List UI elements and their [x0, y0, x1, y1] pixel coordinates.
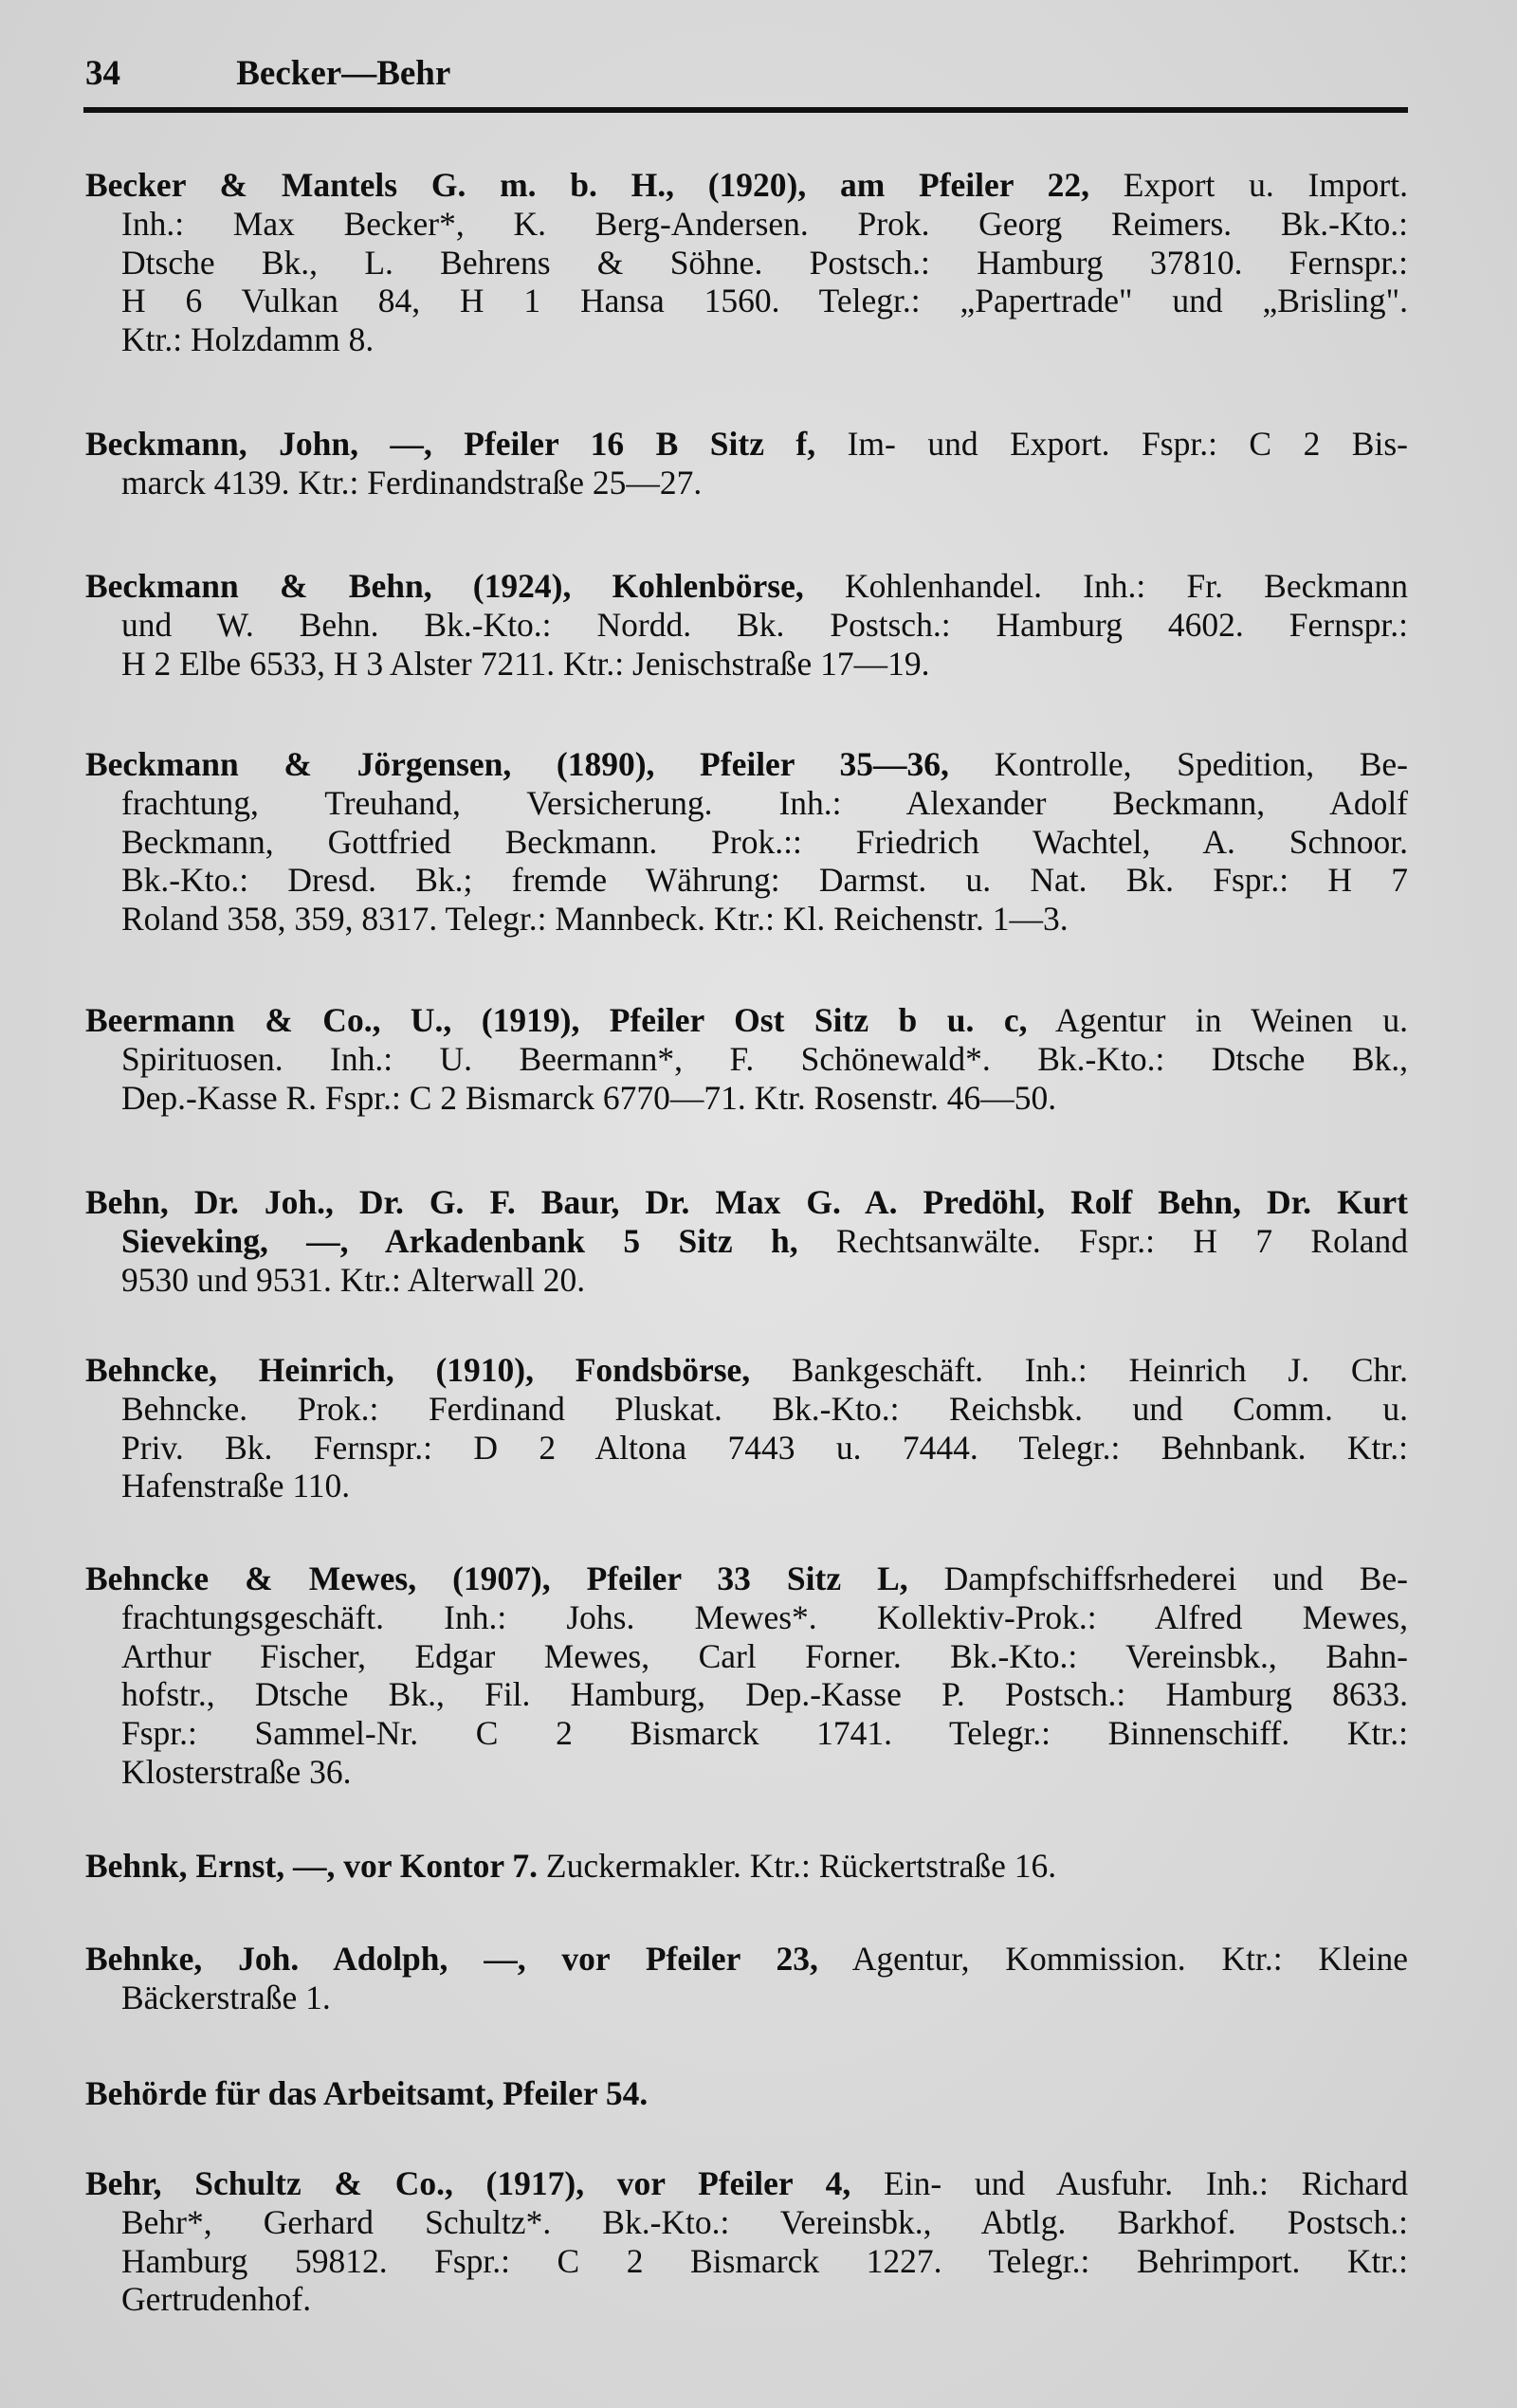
page-number: 34	[85, 54, 120, 93]
entry-text: Klosterstraße 36.	[121, 1752, 352, 1791]
entry-line	[85, 1001, 1408, 1040]
entry-heading: Behn, Dr. Joh., Dr. G. F. Baur, Dr. Max G. A. Predöhl, Rolf Behn, Dr. Kurt	[85, 1183, 1408, 1221]
entry-line	[85, 1560, 1408, 1598]
entry-text: Hafenstraße 110.	[121, 1467, 351, 1505]
entry-line	[85, 1040, 1408, 1079]
entry-heading: Behncke, Heinrich, (1910), Fondsbörse,	[85, 1351, 751, 1389]
directory-entry	[85, 1940, 1408, 2017]
entry-line	[85, 1675, 1408, 1714]
entry-line	[85, 1079, 1408, 1118]
entry-line	[85, 745, 1408, 784]
entry-line	[85, 464, 1408, 502]
entry-heading: Behörde für das Arbeitsamt, Pfeiler 54.	[85, 2074, 649, 2112]
entry-text: Bäckerstraße 1.	[121, 1978, 331, 2016]
entry-text: Spirituosen. Inh.: U. Beermann*, F. Schönewald*. Bk.-Kto.: Dtsche Bk.,	[121, 1039, 1408, 1078]
entry-line	[85, 567, 1408, 606]
entry-text: frachtungsgeschäft. Inh.: Johs. Mewes*. Kollektiv-Prok.: Alfred Mewes,	[121, 1597, 1408, 1636]
entry-line	[85, 606, 1408, 645]
entry-heading: Beermann & Co., U., (1919), Pfeiler Ost Sitz b u. c,	[85, 1001, 1028, 1039]
entry-text: Kohlenhandel. Inh.: Fr. Beckmann	[803, 567, 1408, 605]
directory-entry	[85, 567, 1408, 683]
entry-heading: Behnk, Ernst, —, vor Kontor 7.	[85, 1847, 539, 1885]
entry-line	[85, 1183, 1408, 1222]
directory-entry	[85, 425, 1408, 502]
entry-text: Inh.: Max Becker*, K. Berg-Andersen. Prok. Georg Reimers. Bk.-Kto.:	[121, 204, 1408, 243]
entry-text: hofstr., Dtsche Bk., Fil. Hamburg, Dep.-Kasse P. Postsch.: Hamburg 8633.	[121, 1675, 1408, 1714]
entry-line	[85, 900, 1408, 939]
entry-heading: Becker & Mantels G. m. b. H., (1920), am Pfeiler 22,	[85, 166, 1090, 204]
entry-text: Arthur Fischer, Edgar Mewes, Carl Forner. Bk.-Kto.: Vereinsbk., Bahn-	[121, 1636, 1408, 1675]
entry-text: 9530 und 9531. Ktr.: Alterwall 20.	[121, 1260, 586, 1299]
running-head: Becker—Behr	[236, 54, 451, 93]
entry-text: und W. Behn. Bk.-Kto.: Nordd. Bk. Postsch.: Hamburg 4602. Fernspr.:	[121, 605, 1408, 644]
entry-line	[85, 645, 1408, 684]
entry-line	[85, 1979, 1408, 2017]
entry-text: Bk.-Kto.: Dresd. Bk.; fremde Währung: Darmst. u. Nat. Bk. Fspr.: H 7	[121, 861, 1408, 900]
entry-line	[85, 2280, 1408, 2319]
entry-text: Agentur in Weinen u.	[1027, 1001, 1408, 1039]
entry-line	[85, 205, 1408, 244]
entry-heading: Behr, Schultz & Co., (1917), vor Pfeiler 4,	[85, 2164, 851, 2202]
entry-line	[85, 1753, 1408, 1792]
entry-text: Behr*, Gerhard Schultz*. Bk.-Kto.: Vereinsbk., Abtlg. Barkhof. Postsch.:	[121, 2202, 1408, 2241]
entry-line	[85, 2203, 1408, 2242]
header-rule	[83, 107, 1408, 113]
directory-entry	[85, 1351, 1408, 1505]
entry-text: Im- und Export. Fspr.: C 2 Bis-	[815, 425, 1408, 463]
entry-text: H 6 Vulkan 84, H 1 Hansa 1560. Telegr.: „Papertrade" und „Brisling".	[121, 282, 1408, 320]
entry-line	[85, 2074, 1408, 2113]
entry-text: marck 4139. Ktr.: Ferdinandstraße 25—27.	[121, 463, 703, 502]
entry-line	[85, 1429, 1408, 1468]
entry-text: Priv. Bk. Fernspr.: D 2 Altona 7443 u. 7444. Telegr.: Behnbank. Ktr.:	[121, 1428, 1408, 1467]
entry-line	[85, 1390, 1408, 1429]
entry-text: H 2 Elbe 6533, H 3 Alster 7211. Ktr.: Jenischstraße 17—19.	[121, 644, 930, 683]
entry-line	[85, 244, 1408, 283]
entry-line	[85, 1940, 1408, 1979]
entry-text: Dampfschiffsrhederei und Be-	[907, 1560, 1408, 1597]
directory-entry	[85, 1183, 1408, 1299]
entry-line	[85, 1598, 1408, 1637]
entry-line	[85, 1847, 1408, 1886]
entry-line	[85, 823, 1408, 862]
entry-heading: Beckmann & Jörgensen, (1890), Pfeiler 35—36,	[85, 745, 949, 783]
directory-entry	[85, 745, 1408, 939]
entry-line	[85, 282, 1408, 320]
entry-text: Dep.-Kasse R. Fspr.: C 2 Bismarck 6770—71. Ktr. Rosenstr. 46—50.	[121, 1078, 1057, 1117]
entry-line	[85, 1222, 1408, 1261]
entry-line	[85, 1637, 1408, 1676]
directory-entry	[85, 166, 1408, 359]
entry-text: Rechtsanwälte. Fspr.: H 7 Roland	[797, 1221, 1408, 1260]
entry-text: Bankgeschäft. Inh.: Heinrich J. Chr.	[750, 1351, 1408, 1389]
directory-entry	[85, 2074, 1408, 2113]
entry-heading: Beckmann & Behn, (1924), Kohlenbörse,	[85, 567, 804, 605]
entry-text: Ktr.: Holzdamm 8.	[121, 320, 375, 359]
entry-text: frachtung, Treuhand, Versicherung. Inh.: Alexander Beckmann, Adolf	[121, 783, 1408, 822]
entry-line	[85, 166, 1408, 205]
entry-heading: Behnke, Joh. Adolph, —, vor Pfeiler 23,	[85, 1940, 818, 1978]
page-header	[85, 49, 1408, 99]
entry-line	[85, 2164, 1408, 2203]
entry-line	[85, 425, 1408, 464]
entry-text: Behncke. Prok.: Ferdinand Pluskat. Bk.-Kto.: Reichsbk. und Comm. u.	[121, 1389, 1408, 1428]
entry-text: Beckmann, Gottfried Beckmann. Prok.:: Friedrich Wachtel, A. Schnoor.	[121, 822, 1408, 861]
directory-entry	[85, 1001, 1408, 1117]
entry-text: Export u. Import.	[1089, 166, 1408, 204]
entry-heading: Beckmann, John, —, Pfeiler 16 B Sitz f,	[85, 425, 816, 463]
entry-text: Ein- und Ausfuhr. Inh.: Richard	[850, 2164, 1408, 2202]
entry-line	[85, 1351, 1408, 1390]
entry-text: Hamburg 59812. Fspr.: C 2 Bismarck 1227. Telegr.: Behrimport. Ktr.:	[121, 2241, 1408, 2280]
entry-text: Agentur, Kommission. Ktr.: Kleine	[817, 1940, 1408, 1978]
entry-line	[85, 784, 1408, 823]
directory-entry	[85, 2164, 1408, 2319]
entry-text: Roland 358, 359, 8317. Telegr.: Mannbeck. Ktr.: Kl. Reichenstr. 1—3.	[121, 900, 1069, 939]
entry-text: Dtsche Bk., L. Behrens & Söhne. Postsch.: Hamburg 37810. Fernspr.:	[121, 243, 1408, 282]
entry-line	[85, 1261, 1408, 1300]
entry-text: Gertrudenhof.	[121, 2280, 312, 2319]
entry-text: Fspr.: Sammel-Nr. C 2 Bismarck 1741. Telegr.: Binnenschiff. Ktr.:	[121, 1714, 1408, 1753]
entry-line	[85, 861, 1408, 900]
entry-line	[85, 1714, 1408, 1753]
entry-heading: Behncke & Mewes, (1907), Pfeiler 33 Sitz L,	[85, 1560, 908, 1597]
directory-entry	[85, 1560, 1408, 1792]
entry-line	[85, 1467, 1408, 1505]
entry-text: Kontrolle, Spedition, Be-	[948, 745, 1408, 783]
entry-heading: Sieveking, —, Arkadenbank 5 Sitz h,	[121, 1221, 798, 1260]
directory-entry	[85, 1847, 1408, 1886]
entry-text: Zuckermakler. Ktr.: Rückertstraße 16.	[538, 1847, 1057, 1885]
entry-line	[85, 320, 1408, 359]
entry-line	[85, 2242, 1408, 2281]
